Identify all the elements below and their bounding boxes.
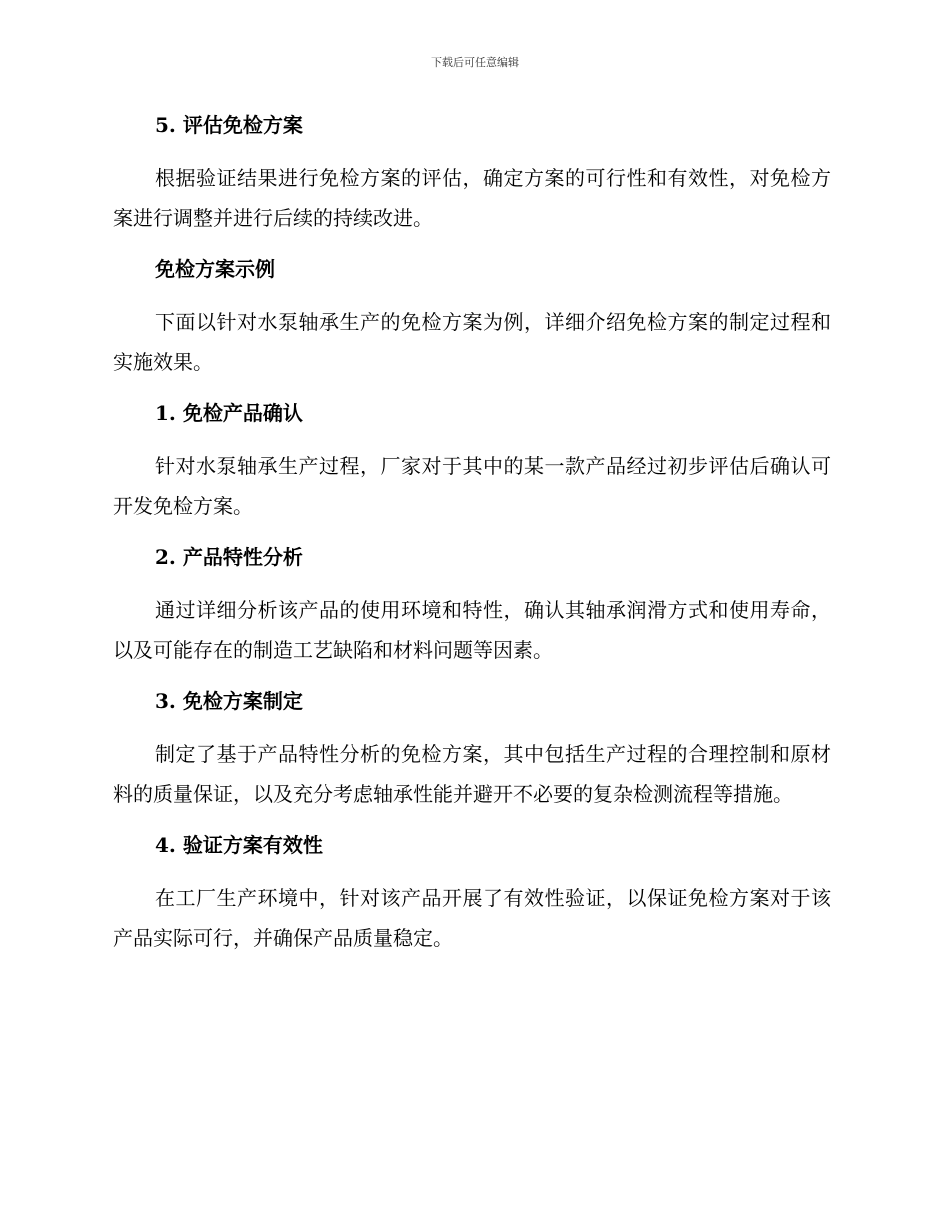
section-characteristic-analysis <box>113 538 831 670</box>
section-paragraph: 制定了基于产品特性分析的免检方案，其中包括生产过程的合理控制和原材料的质量保证，以及充分考虑轴承性能并避开不必要的复杂检测流程等措施。 <box>113 742 831 806</box>
section-heading: 4. 验证方案有效性 <box>155 833 323 857</box>
section-heading: 免检方案示例 <box>155 257 275 281</box>
section-validation <box>113 826 831 958</box>
section-paragraph: 通过详细分析该产品的使用环境和特性，确认其轴承润滑方式和使用寿命，以及可能存在的制造工艺缺陷和材料问题等因素。 <box>113 598 831 662</box>
section-paragraph: 针对水泵轴承生产过程，厂家对于其中的某一款产品经过初步评估后确认可开发免检方案。 <box>113 454 831 518</box>
section-plan-formulation <box>113 682 831 814</box>
document-body <box>113 106 831 970</box>
section-heading: 2. 产品特性分析 <box>155 545 303 569</box>
section-paragraph: 在工厂生产环境中，针对该产品开展了有效性验证，以保证免检方案对于该产品实际可行，并确保产品质量稳定。 <box>113 886 831 950</box>
section-heading: 1. 免检产品确认 <box>155 401 303 425</box>
section-product-confirmation <box>113 394 831 526</box>
section-heading: 3. 免检方案制定 <box>155 689 303 713</box>
section-paragraph: 根据验证结果进行免检方案的评估，确定方案的可行性和有效性，对免检方案进行调整并进行后续的持续改进。 <box>113 166 831 230</box>
page-header-note: 下载后可任意编辑 <box>431 56 519 69</box>
section-paragraph: 下面以针对水泵轴承生产的免检方案为例，详细介绍免检方案的制定过程和实施效果。 <box>113 310 831 374</box>
section-evaluate-plan <box>113 106 831 238</box>
section-heading: 5. 评估免检方案 <box>155 113 303 137</box>
section-plan-example <box>113 250 831 382</box>
